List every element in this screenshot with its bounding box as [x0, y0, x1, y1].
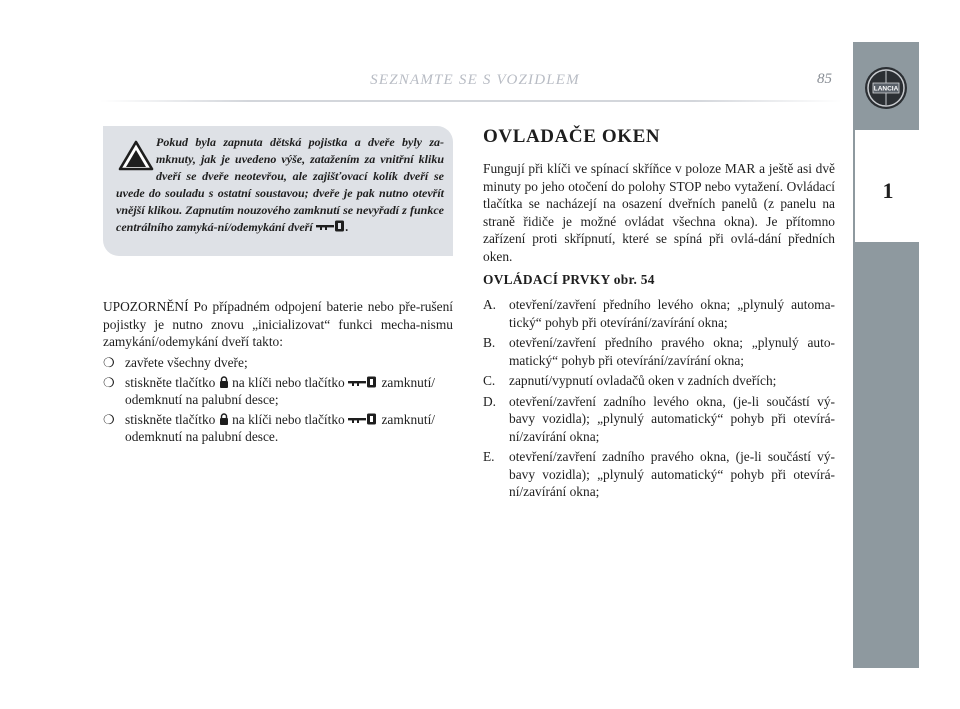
item-text: otevření/zavření předního levého okna; „plynulý automa-tický“ pohyb při otevírání/zavírání okna;	[509, 297, 835, 330]
item-letter: E.	[483, 449, 495, 464]
warning-text	[116, 134, 444, 236]
padlock-icon	[219, 413, 229, 425]
item-text: otevření/zavření zadního levého okna, (je-li součástí vý-bavy vozidla); „plynulý automatický“ pohyb při otevírá-ní/zavírání okna;	[509, 393, 835, 444]
key-lock-button-icon	[348, 376, 378, 388]
init-steps-list	[103, 354, 453, 448]
step-text: zavřete všechny dveře;	[125, 355, 248, 370]
padlock-icon	[219, 376, 229, 388]
header-divider	[100, 100, 842, 102]
step-text: zamknutí/ odemknutí na palubní desce;	[125, 374, 436, 407]
item-letter: D.	[483, 393, 497, 409]
item-text: zapnutí/vypnutí ovladačů oken v zadních dveřích;	[509, 373, 777, 388]
list-item	[483, 448, 835, 501]
key-lock-button-icon	[316, 220, 346, 232]
item-text: otevření/zavření zadního pravého okna, (je-li součástí vý-bavy vozidla); „plynulý automatický“ pohyb při otevírá-ní/zavírání okna;	[509, 449, 835, 499]
controls-list	[483, 296, 835, 504]
lancia-logo-icon	[864, 66, 908, 110]
step-text: zamknutí/ odemknutí na palubní desce.	[125, 411, 436, 444]
item-text: otevření/zavření předního pravého okna; „plynulý auto-matický“ pohyb při otevírání/zavírání okna;	[509, 335, 835, 368]
controls-subhead: OVLÁDACÍ PRVKY obr. 54	[483, 272, 655, 287]
svg-text:LANCIA: LANCIA	[873, 85, 899, 93]
chapter-tab	[853, 130, 919, 242]
list-item	[103, 374, 453, 409]
key-lock-button-icon	[348, 413, 378, 425]
bullet-icon: ❍	[103, 374, 115, 390]
chapter-sidebar	[853, 42, 919, 668]
list-item	[103, 411, 453, 446]
warning-text-body: Pokud byla zapnuta dětská pojistka a dveře byly za-mknuty, jak je uvedeno výše, zatažením za vnitřní kliku dveří se dveře neotevřou, ale zajišťovací kolík dveří se uvede do souladu s ostatní soustavou; dveře je pak nutno otevřít vnější klikou. Zapnutím nouzového zamknutí se nevyřadí z funkce centrálního zamyká-ní/odemykání dveří	[116, 135, 444, 234]
step-text: na klíči nebo tlačítko	[228, 411, 345, 427]
step-text: stiskněte tlačítko	[125, 411, 216, 427]
header-title: SEZNAMTE SE S VOZIDLEM	[370, 72, 580, 88]
item-letter: A.	[483, 297, 497, 312]
chapter-number: 1	[882, 178, 894, 203]
list-item	[103, 354, 453, 372]
warning-box	[103, 126, 453, 256]
page-number: 85	[817, 71, 832, 87]
bullet-icon: ❍	[103, 411, 115, 427]
list-item	[483, 334, 835, 369]
bullet-icon: ❍	[103, 355, 115, 370]
step-text: stiskněte tlačítko	[125, 374, 216, 390]
list-item	[483, 393, 835, 446]
item-letter: C.	[483, 373, 496, 388]
item-letter: B.	[483, 335, 496, 350]
battery-notice: UPOZORNĚNÍ Po případném odpojení baterie nebo pře-rušení pojistky je nutno znovu „inicializovat“ funkci mecha-nismu zamykání/odemykání dveří takto:	[103, 299, 453, 349]
section-intro: Fungují při klíči ve spínací skříňce v poloze MAR a ještě asi dvě minuty po jeho otočení do polohy STOP nebo vytažení. Ovládací tlačítka se nacházejí na osazení dveřních panelů (z panelu na straně řidiče je možné ovládat všechna okna). Je přítomno zařízení proti skřípnutí, které se spíná při ovlá-dání předních oken.	[483, 161, 835, 264]
warning-text-end: .	[345, 220, 349, 234]
section-title: OVLADAČE OKEN	[483, 126, 661, 147]
list-item	[483, 372, 835, 390]
step-text: na klíči nebo tlačítko	[228, 374, 345, 390]
list-item	[483, 296, 835, 331]
